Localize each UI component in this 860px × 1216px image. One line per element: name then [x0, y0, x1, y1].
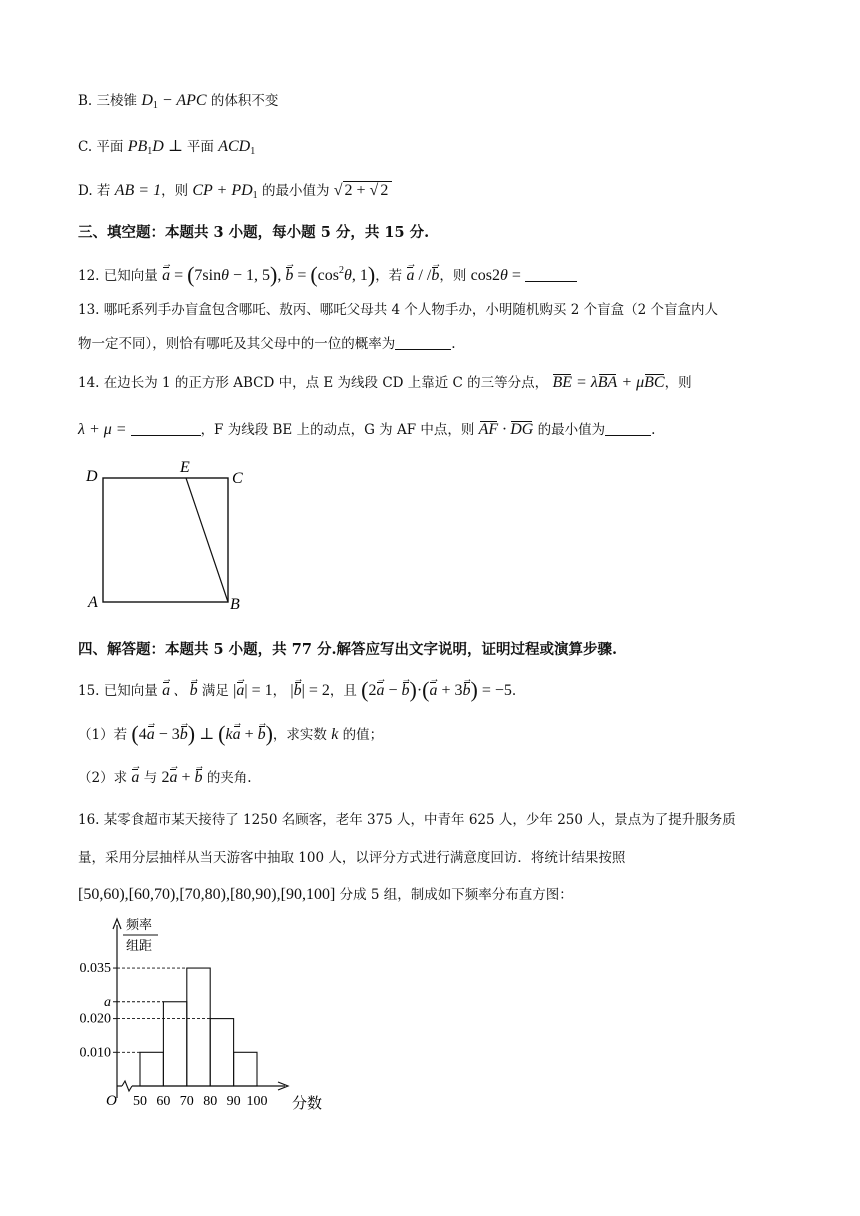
- q12-num: 12. 已知向量: [78, 268, 158, 284]
- axis-break-icon: [122, 1081, 132, 1091]
- q15-p2-mid: 与: [143, 770, 158, 786]
- q15-num: 15. 已知向量: [78, 683, 158, 699]
- x-tick-label: 60: [156, 1094, 171, 1109]
- ylabel-top: 频率: [126, 917, 153, 932]
- q15-p2-a: a →: [131, 768, 139, 788]
- x-tick-label: 90: [226, 1094, 241, 1109]
- ylabel-bottom: 组距: [126, 938, 153, 953]
- q14-dot-product: AF · DG: [478, 421, 534, 438]
- question-12: [78, 261, 577, 286]
- label-e: E: [180, 459, 190, 476]
- q14-end: .: [651, 422, 656, 438]
- q13-line2-text: 物一定不同），则恰有哪吒及其父母中的一位的概率为: [78, 336, 396, 352]
- q14-vec-eq: BE = λBA + μBC: [552, 374, 665, 391]
- q15-text2: ，且: [329, 683, 357, 699]
- question-14-line-1: [78, 373, 692, 393]
- question-15-part-1: [78, 721, 384, 746]
- option-b-label: B. 三棱锥: [78, 93, 138, 109]
- q14-answer-blank-1[interactable]: [131, 421, 201, 436]
- option-d-value: √ 2 + √ 2: [334, 181, 393, 199]
- option-c-mid: 平面: [186, 139, 214, 155]
- option-d-mid: ，则: [161, 183, 189, 199]
- q15-p2-end: 的夹角.: [206, 770, 252, 786]
- option-d-rest: 的最小值为: [261, 183, 330, 199]
- q13-end: .: [451, 336, 456, 352]
- x-tick-label: 100: [246, 1094, 268, 1109]
- q15-p2-pre: （2）求: [78, 770, 128, 786]
- q15-p1-post: ，求实数: [272, 727, 327, 743]
- q15-p1-end: 的值；: [342, 727, 384, 743]
- y-tick-label: 0.035: [79, 961, 111, 977]
- y-tick-label: a: [104, 994, 111, 1010]
- q15-c3: (2a → − b →)·(a → + 3b →) = −5: [361, 682, 512, 699]
- q12-cond: a → / /b →: [406, 267, 439, 284]
- frequency-histogram: [70, 915, 330, 1115]
- q12-vectors: a → = (7sinθ − 1, 5), b → = ($\cos^2\theta$, 1): [162, 267, 375, 284]
- histogram-bar: [140, 1052, 163, 1086]
- x-tick-label: 70: [179, 1094, 194, 1109]
- option-d-cond: AB = 1: [114, 182, 162, 199]
- histogram-bar: [210, 1019, 233, 1086]
- question-15: 15. 已知向量 a → 、 b → 满足 |a →| = 1， |b →| = 2，且 (2a → − b →)·(a → + 3b →) = −5.: [78, 680, 516, 701]
- square-abcd: [103, 478, 228, 602]
- option-d-label: D. 若: [78, 183, 111, 199]
- question-13-line-1: 13. 哪吒系列手办盲盒包含哪吒、敖丙、哪吒父母共 4 个人物手办，小明随机购买 2 个盲盒（2 个盲盒内人: [78, 302, 718, 318]
- option-d: [78, 181, 392, 206]
- option-c-label: C. 平面: [78, 139, 124, 155]
- label-c: C: [232, 470, 243, 487]
- x-tick-label: 80: [203, 1094, 218, 1109]
- q15-text1: 满足: [201, 683, 229, 699]
- label-b: B: [230, 596, 240, 613]
- x-tick-label: 50: [133, 1094, 147, 1109]
- option-b: [78, 91, 278, 116]
- question-16-line-1: 16. 某零食超市某天接待了 1250 名顾客，老年 375 人，中青年 625 人，少年 250 人，景点为了提升服务质: [78, 812, 736, 828]
- q16-line3-end: 分成 5 组，制成如下频率分布直方图：: [339, 887, 573, 903]
- q14-lambda-mu: λ + μ =: [78, 421, 131, 438]
- option-c: C. 平面 $PB_1D$ ⊥ 平面 $ACD_1$: [78, 138, 256, 157]
- section-4-title: 四、解答题：本题共 5 小题，共 77 分.解答应写出文字说明，证明过程或演算步骤.: [78, 641, 618, 658]
- q14-line2-text: ，F 为线段 BE 上的动点，G 为 AF 中点，则: [200, 422, 475, 438]
- option-b-expr: $D_1$ − APC: [141, 92, 207, 111]
- question-16-line-2: 量，采用分层抽样从当天游客中抽取 100 人，以评分方式进行满意度回访．将统计结果按照: [78, 850, 626, 866]
- q12-answer-blank[interactable]: [525, 267, 577, 282]
- histogram-bar: [187, 968, 210, 1086]
- question-13-line-2: [78, 334, 456, 354]
- label-d: D: [86, 468, 98, 485]
- q15-c1: |a →| = 1: [233, 682, 272, 699]
- y-tick-label: 0.010: [79, 1045, 111, 1061]
- q12-ask-pre: ，则: [439, 268, 467, 284]
- option-c-expr1: $PB_1D$: [127, 138, 164, 157]
- histogram-bar: [163, 1002, 186, 1086]
- q15-end: .: [511, 683, 517, 699]
- xlabel: 分数: [292, 1096, 323, 1112]
- square-figure: [84, 455, 254, 615]
- option-b-rest: 的体积不变: [210, 93, 279, 109]
- q13-answer-blank[interactable]: [395, 335, 451, 350]
- origin-label: O: [106, 1093, 117, 1109]
- option-c-expr2: $ACD_1$: [218, 138, 256, 157]
- q14-then: ，则: [664, 375, 692, 391]
- y-tick-label: 0.020: [79, 1011, 111, 1027]
- segment-eb: [186, 478, 228, 602]
- question-16-line-3: [78, 885, 573, 905]
- q15-c2: |b →| = 2: [290, 682, 329, 699]
- q14-line2-end: 的最小值为: [537, 422, 606, 438]
- histogram-bar: [234, 1052, 257, 1086]
- q14-answer-blank-2[interactable]: [605, 421, 651, 436]
- label-a: A: [88, 594, 98, 611]
- q15-p1-k: k: [331, 726, 339, 743]
- section-3-title: 三、填空题：本题共 3 小题，每小题 5 分，共 15 分.: [78, 224, 430, 241]
- q12-ask: cos2θ =: [470, 267, 525, 284]
- q12-cond-pre: ，若: [375, 268, 403, 284]
- q15-vecs: a → 、 b →: [162, 682, 198, 699]
- q15-p1-pre: （1）若: [78, 727, 128, 743]
- question-15-part-2: [78, 768, 252, 788]
- question-14-line-2: [78, 420, 655, 440]
- q15-p2-expr: 2a → + b →: [161, 769, 202, 786]
- q16-intervals: [50,60),[60,70),[70,80),[80,90),[90,100]: [78, 886, 336, 903]
- q14-line1-text: 14. 在边长为 1 的正方形 ABCD 中，点 E 为线段 CD 上靠近 C 的三等分点，: [78, 375, 549, 391]
- q15-p1-expr: (4a → − 3b →) ⊥ (ka → + b →): [131, 726, 273, 743]
- option-d-expr: CP + $PD_1$: [192, 182, 258, 201]
